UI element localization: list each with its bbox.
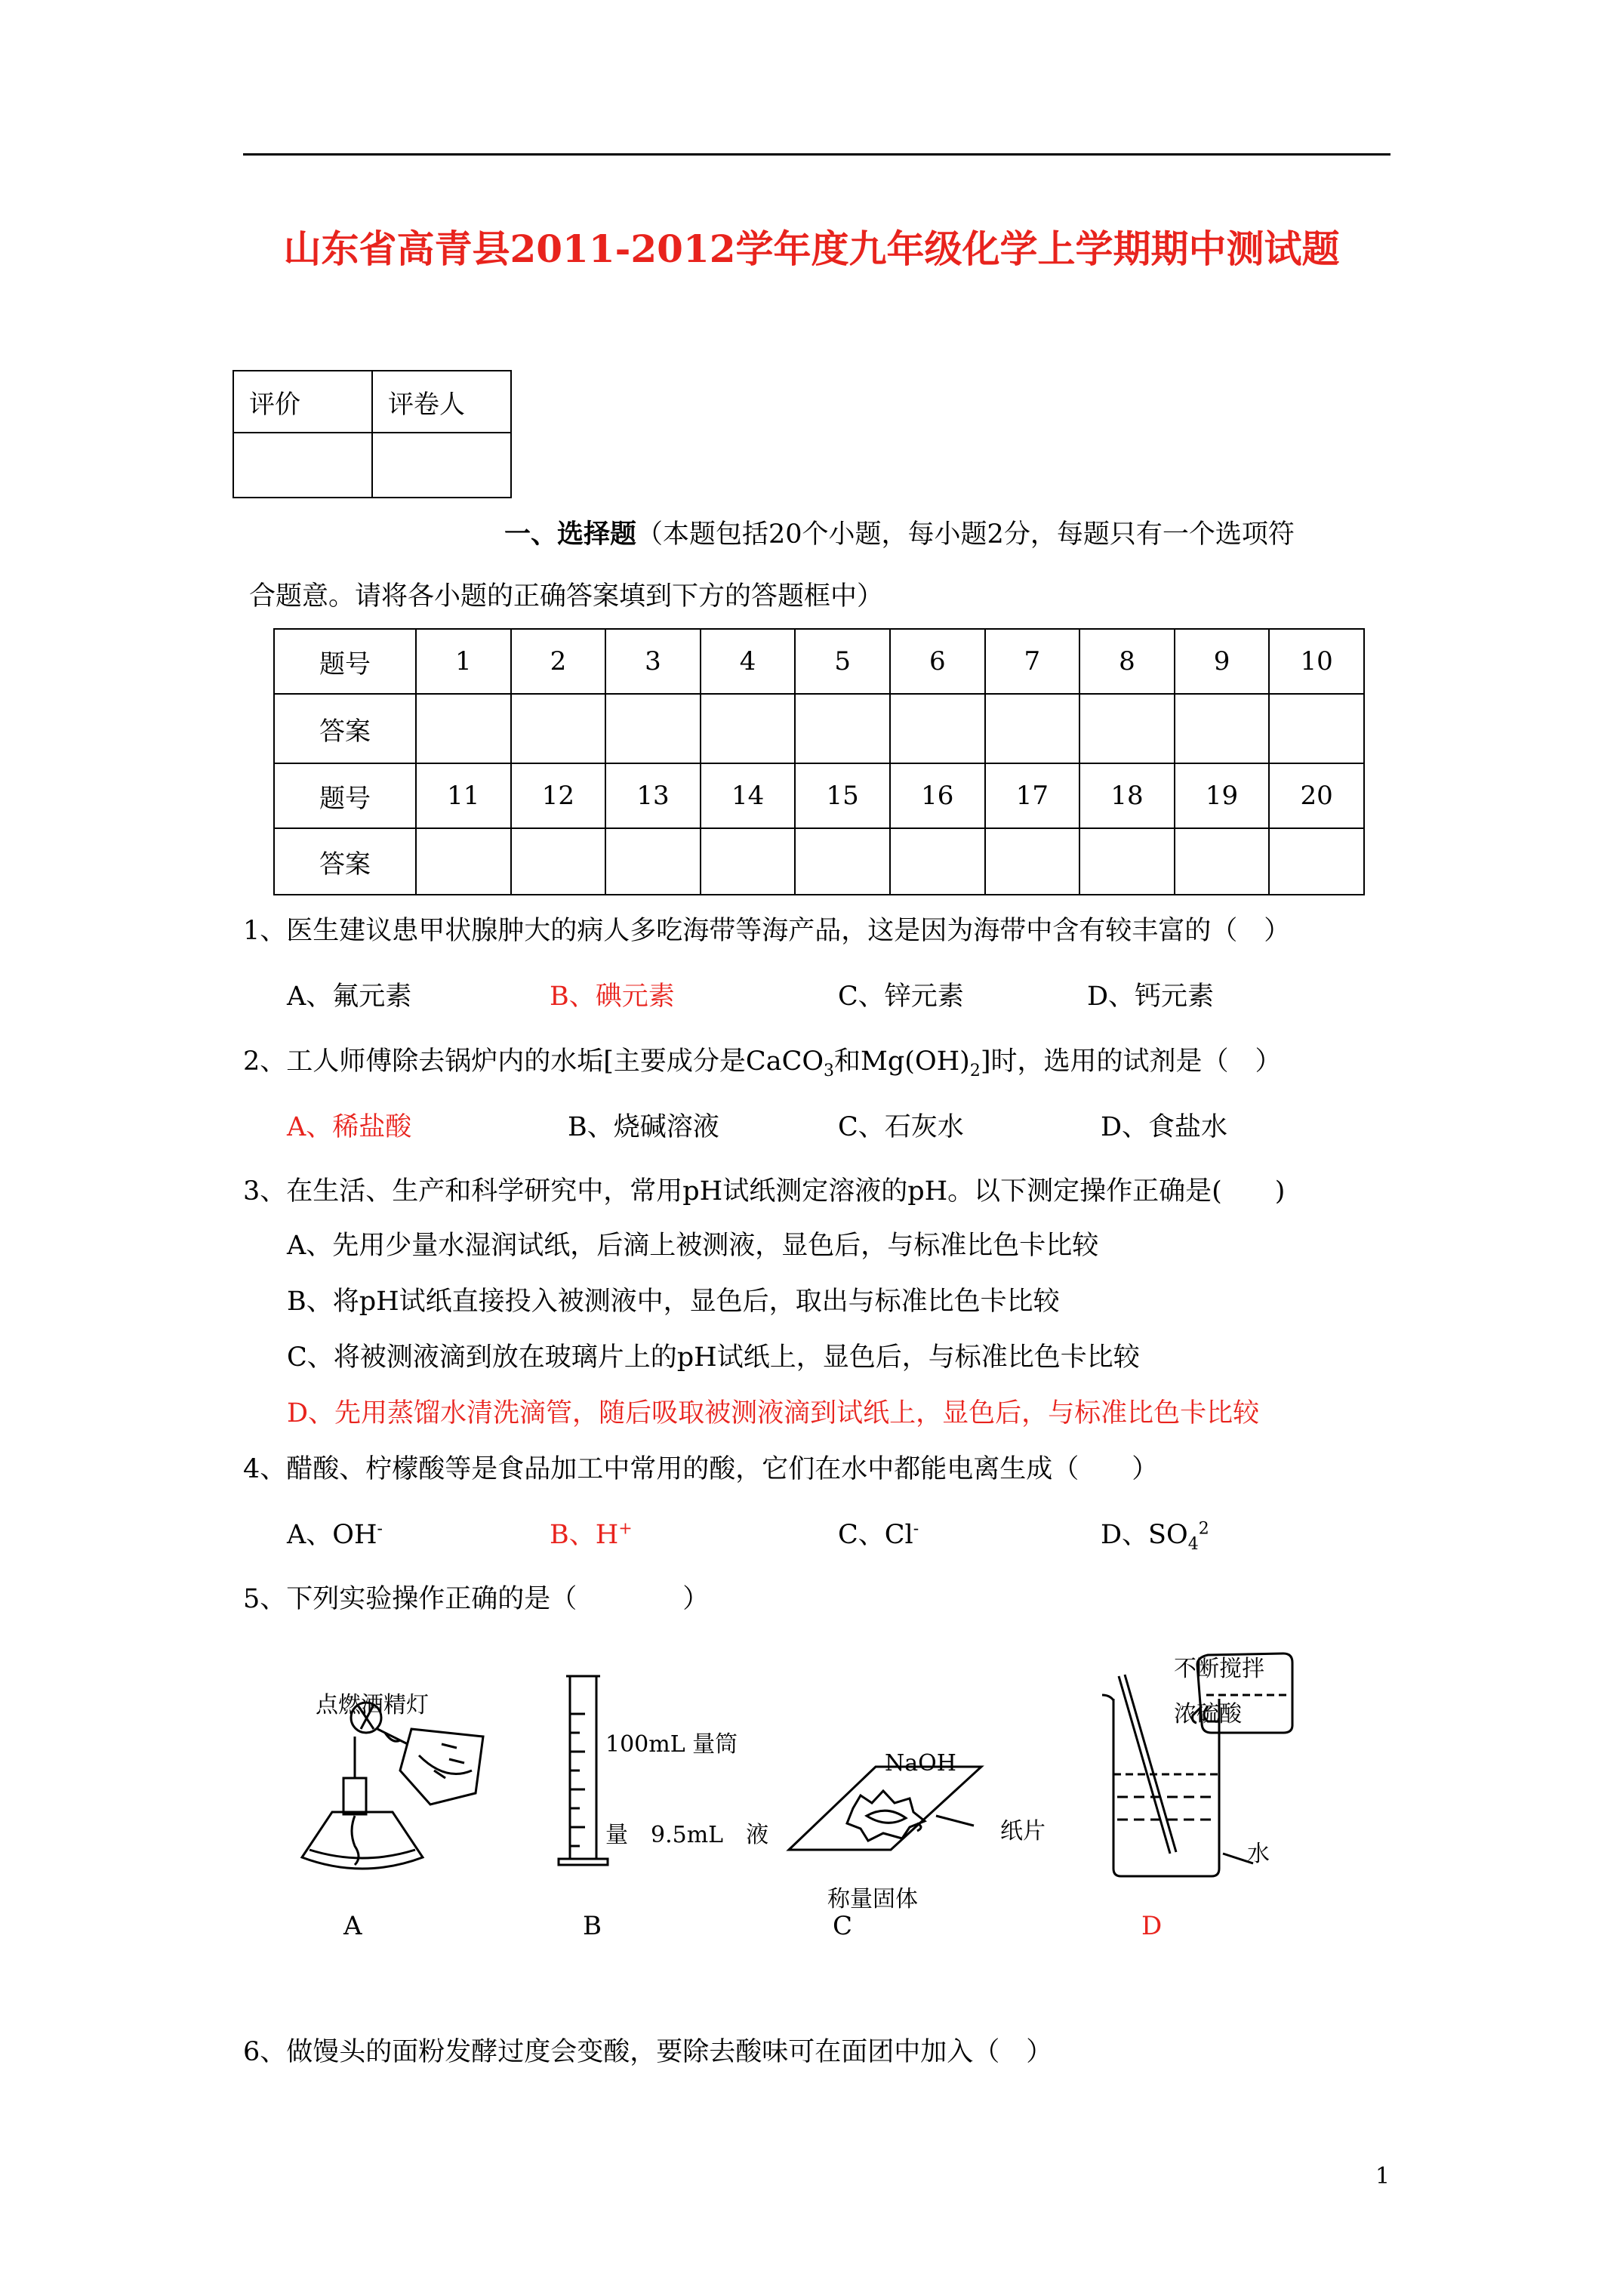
grid-answer-cell[interactable] (605, 828, 701, 895)
grid-qnum: 19 (1175, 763, 1270, 828)
q4-option-d[interactable] (1101, 1514, 1209, 1554)
figure-c-label-paper: 纸片 (1000, 1818, 1046, 1845)
q3-option-c[interactable]: C、将被测液滴到放在玻璃片上的pH试纸上，显色后，与标准比色卡比较 (287, 1342, 1140, 1373)
q1-option-b[interactable]: B、碘元素 (550, 982, 675, 1012)
grid-answer-cell[interactable] (890, 828, 985, 895)
grid-qnum: 1 (416, 629, 511, 694)
grid-qnum: 16 (890, 763, 985, 828)
grid-qnum: 12 (511, 763, 606, 828)
q4-option-b-text: B、H (550, 1520, 619, 1550)
q2-stem-part: ]时，选用的试剂是（ ） (980, 1046, 1282, 1077)
answer-grid-row (274, 763, 1364, 828)
grid-answer-cell[interactable] (701, 694, 796, 763)
q2-stem-part: 2、工人师傅除去锅炉内的水垢[主要成分是CaCO (243, 1046, 824, 1077)
grid-label-question: 题号 (274, 629, 416, 694)
q2-option-c[interactable]: C、石灰水 (838, 1112, 964, 1142)
grid-answer-cell[interactable] (985, 828, 1080, 895)
q5-option-d[interactable]: D (1141, 1911, 1163, 1941)
q3-option-d[interactable]: D、先用蒸馏水清洗滴管，随后吸取被测液滴到试纸上，显色后，与标准比色卡比较 (287, 1398, 1260, 1428)
figure-d-label-water: 水 (1247, 1841, 1270, 1867)
q4-option-c[interactable] (838, 1514, 919, 1552)
grid-answer-cell[interactable] (1269, 694, 1364, 763)
q4-superscript: - (377, 1519, 383, 1539)
grid-answer-cell[interactable] (795, 694, 890, 763)
grid-qnum: 17 (985, 763, 1080, 828)
grid-answer-cell[interactable] (1079, 694, 1175, 763)
section-desc-1: （本题包括20个小题，每小题2分，每题只有一个选项符 (636, 519, 1295, 550)
q5-option-a[interactable]: A (343, 1911, 362, 1941)
header-rule (243, 153, 1390, 156)
grid-qnum: 4 (701, 629, 796, 694)
grid-label-answer: 答案 (274, 828, 416, 895)
grid-answer-cell[interactable] (1079, 828, 1175, 895)
q1-stem: 1、医生建议患甲状腺肿大的病人多吃海带等海产品，这是因为海带中含有较丰富的（ ） (243, 916, 1291, 946)
q5-option-b[interactable]: B (583, 1911, 602, 1941)
grid-answer-cell[interactable] (511, 828, 606, 895)
figure-c-caption: 称量固体 (827, 1886, 918, 1912)
figure-c-weighing-paper (789, 1767, 981, 1850)
grid-qnum: 3 (605, 629, 701, 694)
grid-qnum: 7 (985, 629, 1080, 694)
q6-stem: 6、做馒头的面粉发酵过度会变酸，要除去酸味可在面团中加入（ ） (243, 2037, 1053, 2067)
grid-label-answer: 答案 (274, 694, 416, 763)
figure-c-label-naoh: NaOH (885, 1750, 956, 1777)
q2-subscript: 3 (824, 1062, 835, 1080)
answer-grid (273, 628, 1365, 895)
figure-b-label-bottom: 量 9.5mL 液 (605, 1822, 769, 1848)
score-table (233, 370, 512, 498)
grid-label-question: 题号 (274, 763, 416, 828)
figure-b-label-top: 100mL 量筒 (605, 1731, 738, 1758)
grid-qnum: 6 (890, 629, 985, 694)
score-header-evaluation: 评价 (233, 371, 372, 433)
grid-answer-cell[interactable] (605, 694, 701, 763)
q2-option-a[interactable]: A、稀盐酸 (287, 1112, 412, 1142)
q2-stem-part: 和Mg(OH) (834, 1046, 970, 1077)
q4-option-b[interactable] (550, 1514, 633, 1552)
section-desc-2: 合题意。请将各小题的正确答案填到下方的答题框中） (249, 581, 884, 612)
q3-stem: 3、在生活、生产和科学研究中，常用pH试纸测定溶液的pH。以下测定操作正确是( ) (243, 1176, 1286, 1207)
grid-qnum: 15 (795, 763, 890, 828)
grid-qnum: 13 (605, 763, 701, 828)
section-title: 一、选择题 (504, 519, 637, 550)
page-title: 山东省高青县2011-2012学年度九年级化学上学期期中测试题 (283, 227, 1340, 271)
grid-answer-cell[interactable] (1175, 828, 1270, 895)
figure-a-alcohol-lamps (302, 1703, 483, 1869)
section-heading (504, 513, 1295, 551)
grid-answer-cell[interactable] (1175, 694, 1270, 763)
q4-stem: 4、醋酸、柠檬酸等是食品加工中常用的酸，它们在水中都能电离生成（ ） (243, 1454, 1159, 1484)
grid-answer-cell[interactable] (1269, 828, 1364, 895)
grid-answer-cell[interactable] (985, 694, 1080, 763)
q4-option-c-text: C、Cl (838, 1520, 913, 1550)
grid-qnum: 9 (1175, 629, 1270, 694)
figure-d-label-stir: 不断搅拌 (1174, 1656, 1264, 1682)
grid-answer-cell[interactable] (416, 694, 511, 763)
q2-subscript: 2 (969, 1062, 981, 1080)
score-cell-evaluation[interactable] (233, 433, 372, 498)
grid-answer-cell[interactable] (511, 694, 606, 763)
answer-grid-row (274, 828, 1364, 895)
q4-superscript: + (618, 1519, 633, 1539)
q4-superscript: 2 (1198, 1519, 1209, 1539)
grid-answer-cell[interactable] (416, 828, 511, 895)
q3-option-a[interactable]: A、先用少量水湿润试纸，后滴上被测液，显色后，与标准比色卡比较 (287, 1231, 1099, 1261)
figure-d-label-acid: 浓硫酸 (1174, 1701, 1242, 1727)
q4-superscript: - (913, 1519, 919, 1539)
q2-option-d[interactable]: D、食盐水 (1101, 1112, 1228, 1142)
figure-b-graduated-cylinder (559, 1676, 608, 1865)
grid-qnum: 5 (795, 629, 890, 694)
grid-answer-cell[interactable] (890, 694, 985, 763)
grid-qnum: 18 (1079, 763, 1175, 828)
q3-option-b[interactable]: B、将pH试纸直接投入被测液中，显色后，取出与标准比色卡比较 (287, 1287, 1060, 1317)
grid-answer-cell[interactable] (795, 828, 890, 895)
score-cell-grader[interactable] (372, 433, 511, 498)
q4-option-a-text: A、OH (287, 1520, 377, 1550)
grid-qnum: 8 (1079, 629, 1175, 694)
q2-option-b[interactable]: B、烧碱溶液 (568, 1112, 719, 1142)
answer-grid-row (274, 629, 1364, 694)
score-header-grader: 评卷人 (372, 371, 511, 433)
q5-stem: 5、下列实验操作正确的是（ ） (243, 1584, 710, 1614)
q4-option-a[interactable] (287, 1514, 383, 1552)
grid-qnum: 20 (1269, 763, 1364, 828)
page-number: 1 (1375, 2163, 1390, 2190)
q1-option-a[interactable]: A、氟元素 (287, 982, 412, 1012)
grid-qnum: 10 (1269, 629, 1364, 694)
figure-a-label: 点燃酒精灯 (316, 1692, 429, 1718)
grid-qnum: 11 (416, 763, 511, 828)
grid-answer-cell[interactable] (701, 828, 796, 895)
q1-option-d[interactable]: D、钙元素 (1087, 982, 1215, 1012)
grid-qnum: 2 (511, 629, 606, 694)
q5-option-c[interactable]: C (833, 1911, 853, 1941)
q4-subscript: 4 (1187, 1535, 1199, 1554)
q2-stem (243, 1040, 1281, 1080)
answer-grid-row (274, 694, 1364, 763)
grid-qnum: 14 (701, 763, 796, 828)
q4-option-d-text: D、SO (1101, 1520, 1188, 1550)
q5-figures (0, 1623, 1623, 1971)
q1-option-c[interactable]: C、锌元素 (838, 982, 964, 1012)
